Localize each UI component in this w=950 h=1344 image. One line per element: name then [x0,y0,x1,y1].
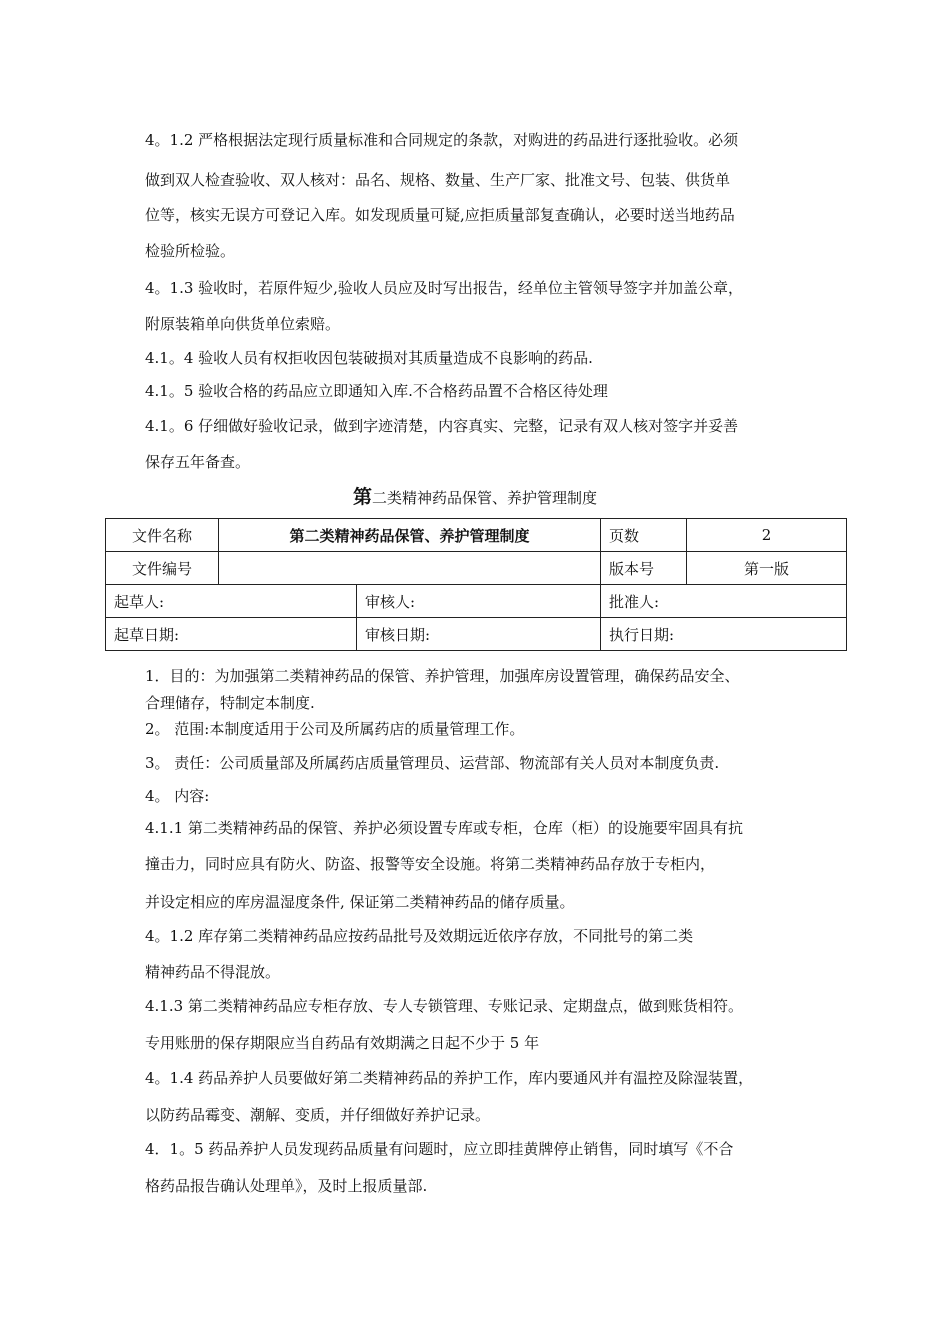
draft-date-label: 起草日期: [106,618,357,651]
review-date-label: 审核日期: [357,618,601,651]
paragraph-line: 并设定相应的库房温湿度条件, 保证第二类精神药品的储存质量。 [145,893,575,911]
pages-value: 2 [687,519,847,552]
paragraph-line: 以防药品霉变、潮解、变质，并仔细做好养护记录。 [145,1106,491,1124]
reviewer-label: 审核人: [357,585,601,618]
paragraph-line: 4。1.3 验收时，若原件短少,验收人员应及时写出报告，经单位主管领导签字并加盖公章， [145,279,743,297]
paragraph-line: 合理储存，特制定本制度. [145,694,315,712]
paragraph-line: 4．1。5 药品养护人员发现药品质量有问题时，应立即挂黄牌停止销售，同时填写《不合 [145,1140,734,1158]
paragraph-line: 4.1。4 验收人员有权拒收因包装破损对其质量造成不良影响的药品. [145,349,593,367]
pages-label: 页数 [601,519,687,552]
paragraph-line: 专用账册的保存期限应当自药品有效期满之日起不少于 5 年 [145,1034,540,1052]
approver-label: 批准人: [601,585,847,618]
paragraph-line: 撞击力，同时应具有防火、防盗、报警等安全设施。将第二类精神药品存放于专柜内， [145,855,716,873]
paragraph-line: 4。1.2 严格根据法定现行质量标准和合同规定的条款，对购进的药品进行逐批验收。必须 [145,131,739,149]
title-rest: 二类精神药品保管、养护管理制度 [372,489,598,507]
paragraph-line: 4.1。6 仔细做好验收记录，做到字迹清楚，内容真实、完整，记录有双人核对签字并妥善 [145,417,739,435]
paragraph-line: 4.1.1 第二类精神药品的保管、养护必须设置专库或专柜，仓库（柜）的设施要牢固具有抗 [145,819,743,837]
document-info-table [105,518,847,651]
paragraph-line: 附原装箱单向供货单位索赔。 [145,315,341,333]
paragraph-line: 3。 责任：公司质量部及所属药店质量管理员、运营部、物流部有关人员对本制度负责. [145,754,720,772]
paragraph-line: 保存五年备查。 [145,453,251,471]
table-row [106,618,847,651]
paragraph-line: 4.1.3 第二类精神药品应专柜存放、专人专锁管理、专账记录、定期盘点，做到账货相符。 [145,997,743,1015]
paragraph-line: 格药品报告确认处理单》，及时上报质量部. [145,1177,428,1195]
version-label: 版本号 [601,552,687,585]
file-no-value [219,552,601,585]
paragraph-line: 2。 范围:本制度适用于公司及所属药店的质量管理工作。 [145,720,525,738]
table-row [106,519,847,552]
version-value: 第一版 [687,552,847,585]
paragraph-line: 检验所检验。 [145,242,236,260]
paragraph-line: 4。 内容: [145,787,210,805]
exec-date-label: 执行日期: [601,618,847,651]
file-no-label: 文件编号 [106,552,219,585]
title-first-char: 第 [352,486,372,508]
paragraph-line: 4.1。5 验收合格的药品应立即通知入库.不合格药品置不合格区待处理 [145,382,608,400]
paragraph-line: 4。1.2 库存第二类精神药品应按药品批号及效期远近依序存放，不同批号的第二类 [145,927,694,945]
document-title [0,486,950,509]
table-row [106,585,847,618]
paragraph-line: 精神药品不得混放。 [145,963,281,981]
file-name-value: 第二类精神药品保管、养护管理制度 [219,519,601,552]
drafter-label: 起草人: [106,585,357,618]
paragraph-line: 1．目的：为加强第二类精神药品的保管、养护管理，加强库房设置管理，确保药品安全、 [145,667,740,685]
paragraph-line: 位等，核实无误方可登记入库。如发现质量可疑,应拒质量部复查确认，必要时送当地药品 [145,206,735,224]
table-row [106,552,847,585]
file-name-label: 文件名称 [106,519,219,552]
paragraph-line: 做到双人检查验收、双人核对：品名、规格、数量、生产厂家、批准文号、包装、供货单 [145,171,731,189]
paragraph-line: 4。1.4 药品养护人员要做好第二类精神药品的养护工作，库内要通风并有温控及除湿装置， [145,1069,754,1087]
